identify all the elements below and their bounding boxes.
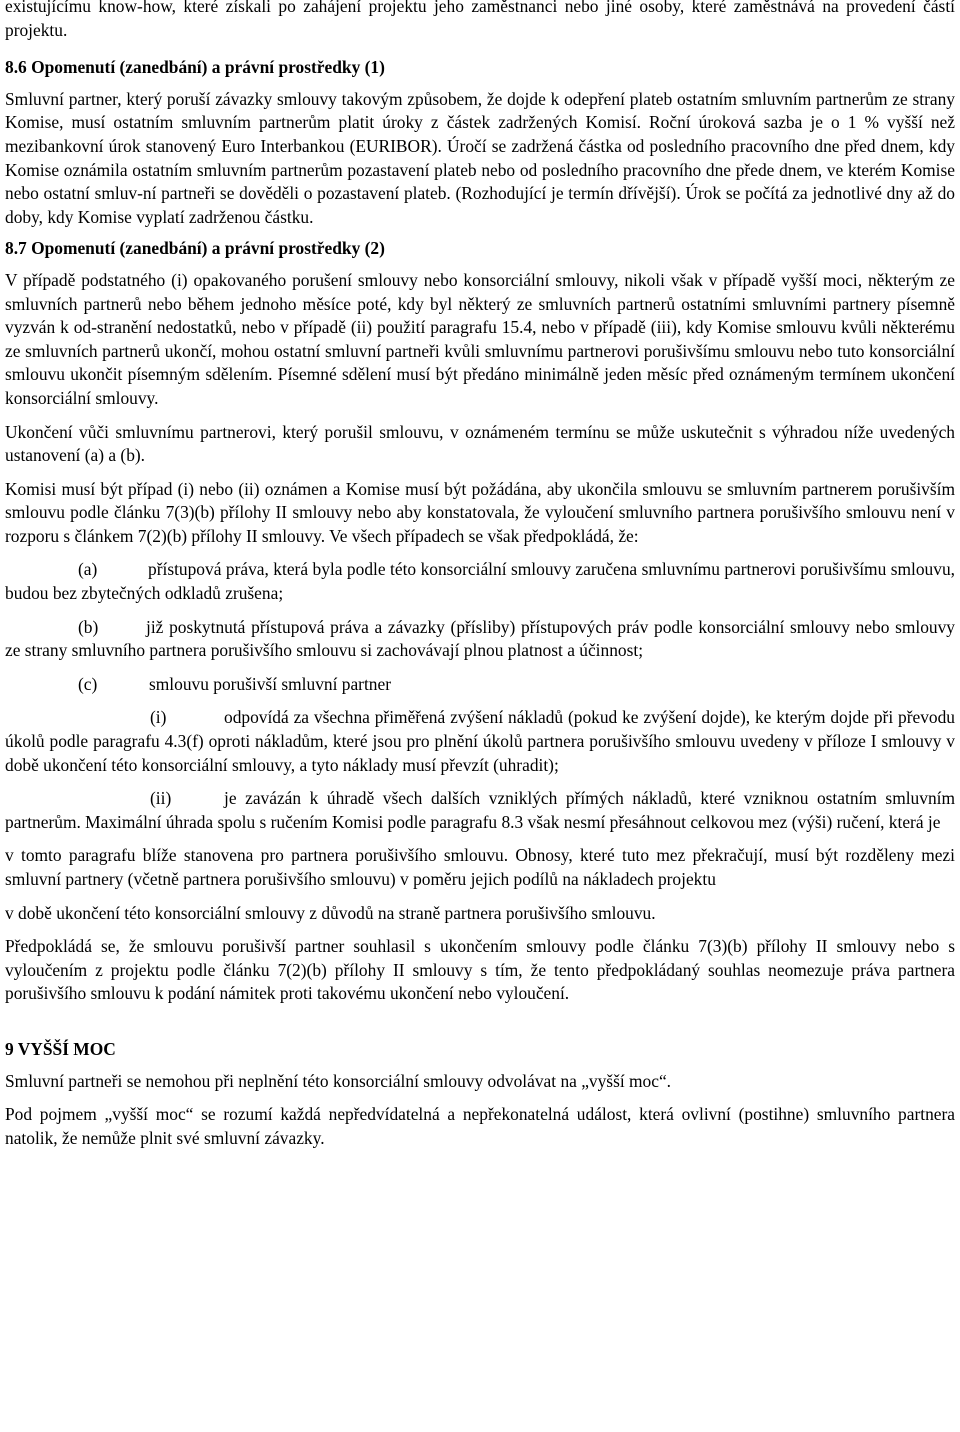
list-text-b: již poskytnutá přístupová práva a závazky (přísliby) přístupových práv podle konsorciální smlouvy nebo smlouvy ze strany smluvního partnera porušivšího smlouvu si zachovávají plnou platnost a účinnost; [5, 616, 955, 661]
section-9-paragraph-1: Smluvní partneři se nemohou při neplnění této konsorciální smlouvy odvolávat na „vyšší moc“. [5, 1070, 672, 1091]
sublist-label-i: (i) [150, 707, 167, 728]
document-page [5, 0, 955, 1160]
list-label-a: (a) [78, 559, 98, 580]
section-8-7-paragraph-2: Ukončení vůči smluvnímu partnerovi, který porušil smlouvu, v oznámeném termínu se může uskutečnit s výhradou níže uvedených ustanovení (a) a (b). [5, 421, 955, 466]
list-item-b [5, 616, 955, 663]
list-text-c: smlouvu porušivší smluvní partner [149, 673, 392, 694]
sublist-item-ii [5, 787, 955, 834]
section-8-7-paragraph-1: V případě podstatného (i) opakovaného porušení smlouvy nebo konsorciální smlouvy, nikoli však v případě vyšší moci, některým ze smluvních partnerů nebo během jednoho měsíce poté, kdy byl některý ze smluvních partnerů ostatními smluvními partnery písemně vyzván k od-stranění nedostatků, nebo v případě (ii) použití paragrafu 15.4, nebo v případě (iii), kdy Komise smlouvu kvůli některému ze smluvních partnerů ukončí, mohou ostatní smluvní partneři kvůli smluvnímu partnerovi porušivšímu smlouvu nebo tuto konsorciální smlouvu ukončit písemným sdělením. Písemné sdělení musí být předáno minimálně jeden měsíc před oznámeným termínem ukončení konsorciální smlouvy. [5, 269, 955, 408]
sublist-item-i [5, 706, 955, 777]
list-label-b: (b) [78, 616, 99, 637]
list-item-c [5, 673, 955, 697]
sublist-label-ii: (ii) [150, 788, 172, 809]
list-label-c: (c) [78, 673, 98, 694]
sublist-text-ii: je zavázán k úhradě všech dalších vzniklých přímých nákladů, které vzniknou ostatním smluvním partnerům. Maximální úhrada spolu s ručením Komisi podle paragrafu 8.3 však nesmí přesáhnout celkovou mez (výši) ručení, která je [5, 788, 955, 832]
section-8-6-body: Smluvní partner, který poruší závazky smlouvy takovým způsobem, že dojde k odepření plateb ostatním smluvním partnerům ze strany Komise, musí ostatním smluvním partnerům platit úroky z částek zadržených Komisí. Roční úroková sazba je o 1 % vyšší než mezibankovní úrok stanovený Euro Interbankou (EURIBOR). Úročí se zadržená částka od posledního pracovního dne před dnem, kdy Komise oznámila ostatním smluvním partnerům pozastavení plateb nebo od posledního pracovního dne přede dnem, ve kterém Komise nebo ostatní smluv-ní partneři se dověděli o pozastavení plateb. (Rozhodující je termín dřívější). Úrok se počítá za jednotlivé dny až do doby, kdy Komise vyplatí zadrženou částku. [5, 88, 955, 227]
section-8-7-paragraph-3: Komisi musí být případ (i) nebo (ii) oznámen a Komise musí být požádána, aby ukončila smlouvu se smluvním partnerem porušivším smlouvu podle článku 7(3)(b) přílohy II smlouvy nebo aby konstatovala, že vyloučení smluvního partnera porušivšího smlouvu není v rozporu s článkem 7(2)(b) přílohy II smlouvy. Ve všech případech se však předpokládá, že: [5, 478, 955, 546]
section-8-7-paragraph-4: v tomto paragrafu blíže stanovena pro partnera porušivšího smlouvu. Obnosy, které tuto mez překračují, musí být rozděleny mezi smluvní partnery (včetně partnera porušivšího smlouvu) v poměru jejich podílů na nákladech projektu [5, 845, 955, 889]
section-9-paragraph-2: Pod pojmem „vyšší moc“ se rozumí každá nepředvídatelná a nepřekonatelná událost, která ovlivní (postihne) smluvního partnera natolik, že nemůže plnit své smluvní závazky. [5, 1104, 955, 1148]
list-item-a [5, 558, 955, 605]
intro-paragraph: existujícímu know-how, které získali po zahájení projektu jeho zaměstnanci nebo jiné osoby, které zaměstnává na provedení částí projektu. [5, 0, 955, 40]
sublist-text-i: odpovídá za všechna přiměřená zvýšení nákladů (pokud ke zvýšení dojde), ke kterým dojde při převodu úkolů podle paragrafu 4.3(f) oproti nákladům, které jsou pro plnění úkolů partnera porušivšího smlouvu uvedeny v příloze I smlouvy v době ukončení této konsorciální smlouvy, a tyto náklady musí převzít (uhradit); [5, 707, 955, 775]
section-8-7-heading: 8.7 Opomenutí (zanedbání) a právní prostředky (2) [5, 238, 385, 259]
section-9-heading: 9 VYŠŠÍ MOC [5, 1038, 116, 1059]
section-8-6-heading: 8.6 Opomenutí (zanedbání) a právní prostředky (1) [5, 57, 385, 78]
section-8-7-paragraph-6: Předpokládá se, že smlouvu porušivší partner souhlasil s ukončením smlouvy podle článku 7(3)(b) přílohy II smlouvy nebo s vyloučením z projektu podle článku 7(2)(b) přílohy II smlouvy s tím, že tento předpokládaný souhlas neomezuje práva partnera porušivšího smlouvu k podání námitek proti takovému ukončení nebo vyloučení. [5, 936, 955, 1004]
list-text-a: přístupová práva, která byla podle této konsorciální smlouvy zaručena smluvnímu partnerovi porušivšímu smlouvu, budou bez zbytečných odkladů zrušena; [5, 559, 955, 604]
section-8-7-paragraph-5: v době ukončení této konsorciální smlouvy z důvodů na straně partnera porušivšího smlouvu. [5, 902, 656, 923]
